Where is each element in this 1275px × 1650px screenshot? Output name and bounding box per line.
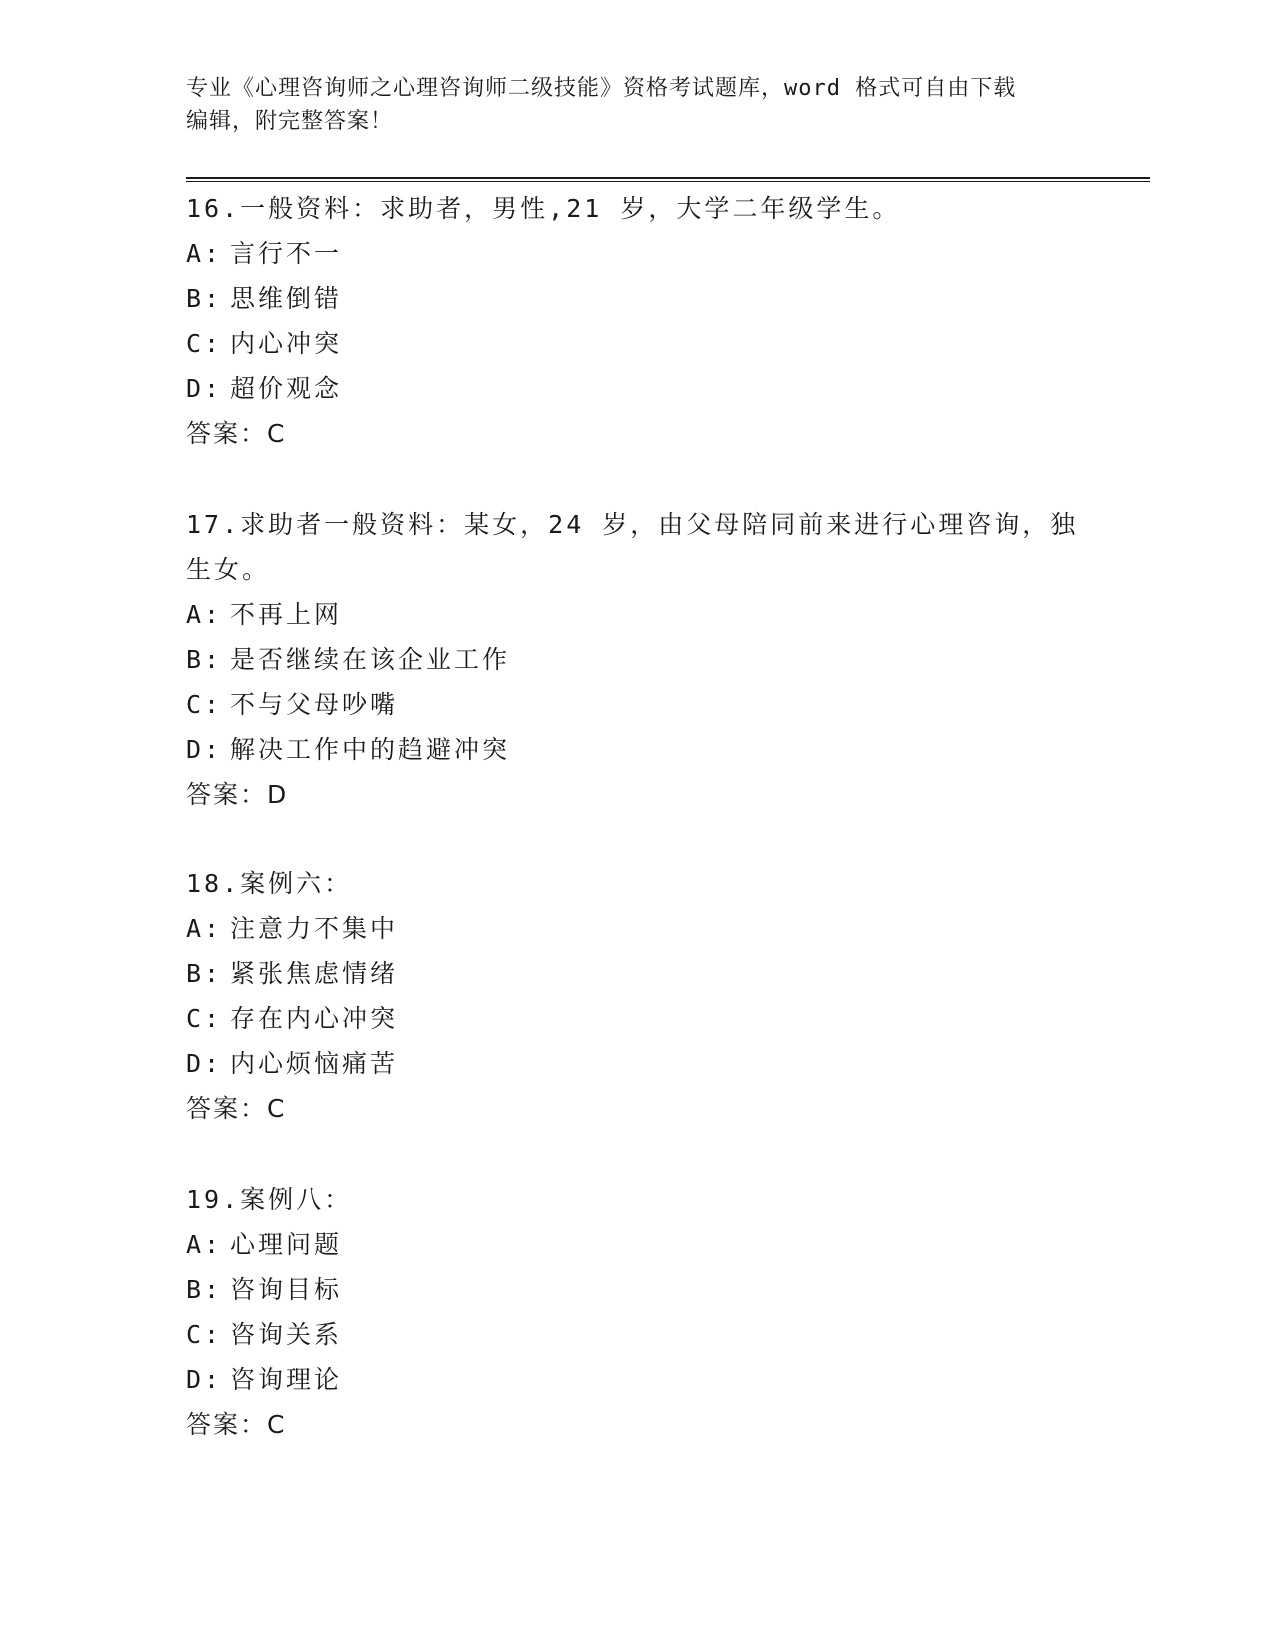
- option-key: C:: [186, 1004, 223, 1033]
- option-text: 咨询理论: [230, 1365, 343, 1394]
- option-key: A:: [186, 1230, 223, 1259]
- option-key: B:: [186, 1275, 223, 1304]
- question-stem: 16.一般资料：求助者，男性,21 岁，大学二年级学生。: [186, 194, 901, 223]
- option-key: B:: [186, 959, 223, 988]
- option-a: [186, 906, 1086, 951]
- option-d: [186, 1357, 1086, 1402]
- option-b: [186, 276, 1086, 321]
- option-text: 言行不一: [230, 239, 343, 268]
- option-b: [186, 951, 1086, 996]
- question-stem: 17.求助者一般资料：某女，24 岁，由父母陪同前来进行心理咨询，独: [186, 510, 1079, 539]
- question-16: [186, 186, 1086, 456]
- header-line-2: 编辑，附完整答案！: [186, 109, 394, 134]
- question-stem: 19.案例八：: [186, 1185, 353, 1214]
- document-header: [186, 72, 1086, 138]
- option-text: 存在内心冲突: [230, 1004, 399, 1033]
- option-c: [186, 1312, 1086, 1357]
- question-19: [186, 1177, 1086, 1447]
- answer: 答案：D: [186, 780, 289, 809]
- option-key: D:: [186, 1049, 223, 1078]
- option-key: A:: [186, 239, 223, 268]
- option-key: B:: [186, 645, 223, 674]
- answer: 答案：C: [186, 1410, 287, 1439]
- option-key: D:: [186, 1365, 223, 1394]
- option-a: [186, 592, 1086, 637]
- answer: 答案：C: [186, 1094, 287, 1123]
- option-text: 紧张焦虑情绪: [230, 959, 399, 988]
- option-text: 心理问题: [230, 1230, 343, 1259]
- option-text: 咨询关系: [230, 1320, 343, 1349]
- option-b: [186, 637, 1086, 682]
- option-c: [186, 321, 1086, 366]
- option-key: C:: [186, 329, 223, 358]
- option-key: A:: [186, 914, 223, 943]
- option-text: 超价观念: [230, 374, 343, 403]
- option-c: [186, 996, 1086, 1041]
- option-key: D:: [186, 735, 223, 764]
- question-stem-continued: 生女。: [186, 555, 271, 584]
- header-divider-thin: [186, 181, 1150, 182]
- answer: 答案：C: [186, 419, 287, 448]
- question-18: [186, 861, 1086, 1131]
- option-key: A:: [186, 600, 223, 629]
- option-key: C:: [186, 690, 223, 719]
- option-text: 内心冲突: [230, 329, 343, 358]
- option-a: [186, 1222, 1086, 1267]
- option-d: [186, 727, 1086, 772]
- option-text: 是否继续在该企业工作: [230, 645, 511, 674]
- option-text: 不与父母吵嘴: [230, 690, 399, 719]
- option-key: D:: [186, 374, 223, 403]
- option-text: 解决工作中的趋避冲突: [230, 735, 511, 764]
- option-text: 思维倒错: [230, 284, 343, 313]
- question-17: [186, 502, 1086, 817]
- option-d: [186, 1041, 1086, 1086]
- question-stem: 18.案例六：: [186, 869, 353, 898]
- option-c: [186, 682, 1086, 727]
- option-text: 咨询目标: [230, 1275, 343, 1304]
- option-b: [186, 1267, 1086, 1312]
- option-text: 不再上网: [230, 600, 343, 629]
- header-divider-thick: [186, 177, 1150, 179]
- option-key: B:: [186, 284, 223, 313]
- option-d: [186, 366, 1086, 411]
- option-text: 注意力不集中: [230, 914, 399, 943]
- option-a: [186, 231, 1086, 276]
- option-key: C:: [186, 1320, 223, 1349]
- header-line-1: 专业《心理咨询师之心理咨询师二级技能》资格考试题库，word 格式可自由下载: [186, 76, 1017, 101]
- option-text: 内心烦恼痛苦: [230, 1049, 399, 1078]
